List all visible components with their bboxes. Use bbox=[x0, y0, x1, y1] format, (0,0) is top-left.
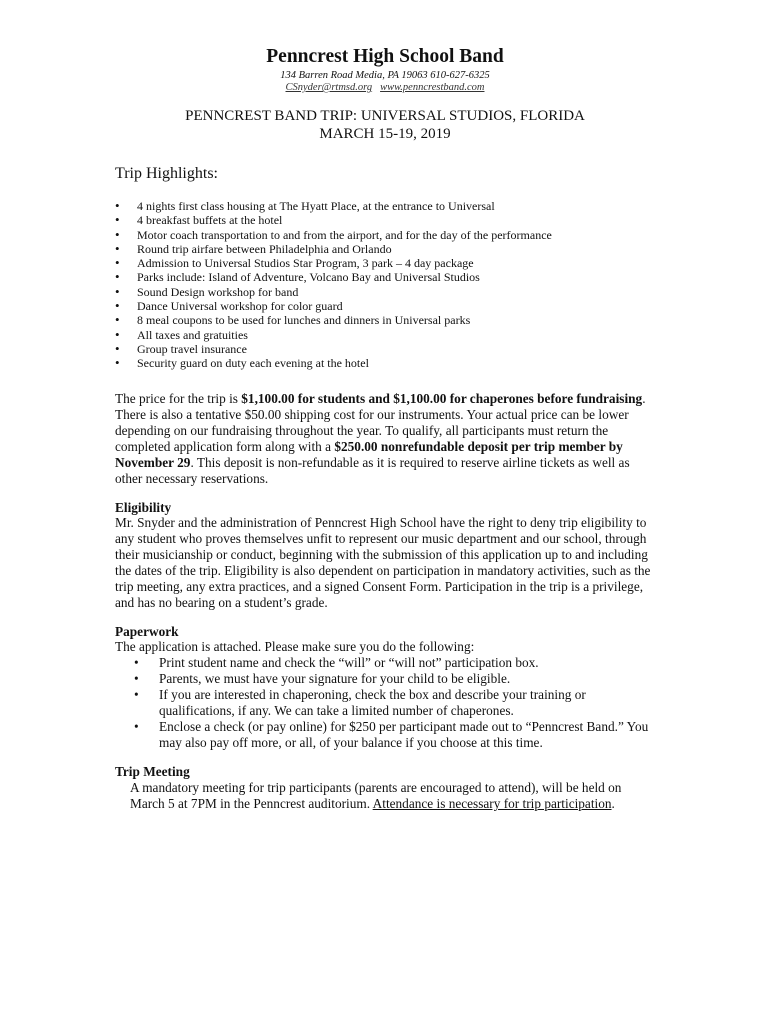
list-item: • Dance Universal workshop for color guard bbox=[115, 299, 552, 313]
eligibility-heading: Eligibility bbox=[115, 500, 172, 515]
school-title: Penncrest High School Band bbox=[266, 46, 504, 67]
list-item: • Parents, we must have your signature for your child to be eligible. bbox=[115, 671, 655, 687]
price-paragraph bbox=[115, 391, 655, 486]
meeting-text: A mandatory meeting for trip participants (parents are encouraged to attend), will be held on March 5 at 7PM in the Penncrest auditorium. bbox=[130, 780, 622, 811]
price-text-1: The price for the trip is bbox=[115, 391, 242, 406]
paperwork-heading: Paperwork bbox=[115, 624, 179, 639]
website-link[interactable]: www.penncrestband.com bbox=[380, 82, 485, 93]
list-item: • All taxes and gratuities bbox=[115, 328, 552, 342]
list-item: • 4 breakfast buffets at the hotel bbox=[115, 213, 552, 227]
list-item: • Motor coach transportation to and from the airport, and for the day of the performance bbox=[115, 228, 552, 242]
list-item: • 4 nights first class housing at The Hyatt Place, at the entrance to Universal bbox=[115, 199, 552, 213]
eligibility-paragraph: Mr. Snyder and the administration of Penncrest High School have the right to deny trip eligibility to any student who proves themselves unfit to represent our music department and our school, through their musicianship or conduct, beginning with the submission of this application up to and including the dates of the trip. Eligibility is also dependent on participation in mandatory activities, such as the trip meeting, any extra practices, and a signed Consent Form. Participation in the trip is a privilege, and has no bearing on a student’s grade. bbox=[115, 515, 651, 610]
attendance-note: Attendance is necessary for trip participation bbox=[372, 795, 612, 811]
list-item: • Admission to Universal Studios Star Program, 3 park – 4 day package bbox=[115, 256, 552, 270]
list-item: • Group travel insurance bbox=[115, 342, 552, 356]
list-item: • 8 meal coupons to be used for lunches and dinners in Universal parks bbox=[115, 313, 552, 327]
list-item: • Print student name and check the “will” or “will not” participation box. bbox=[115, 655, 655, 671]
price-text-3: . This deposit is non-refundable as it is required to reserve airline tickets as well as other necessary reservations. bbox=[115, 454, 630, 486]
list-item: • Enclose a check (or pay online) for $250 per participant made out to “Penncrest Band.” You may also pay off more, or all, of your balance if you choose at this time. bbox=[115, 719, 655, 751]
trip-dates: MARCH 15-19, 2019 bbox=[319, 126, 451, 142]
email-link[interactable]: CSnyder@rtmsd.org bbox=[285, 82, 373, 93]
contact-links bbox=[0, 82, 770, 93]
deposit-amount: $250.00 nonrefundable deposit per trip member by November 29 bbox=[115, 438, 623, 470]
paperwork-intro: The application is attached. Please make sure you do the following: bbox=[115, 639, 475, 654]
price-amount: $1,100.00 for students and $1,100.00 for chaperones before fundraising bbox=[241, 391, 643, 406]
paperwork-list bbox=[115, 655, 655, 750]
meeting-heading: Trip Meeting bbox=[115, 764, 190, 779]
list-item: • If you are interested in chaperoning, check the box and describe your training or qualifications, if any. We can take a limited number of chaperones. bbox=[115, 687, 655, 719]
meeting-end: . bbox=[611, 795, 615, 811]
highlights-heading: Trip Highlights: bbox=[115, 165, 218, 182]
list-item: • Round trip airfare between Philadelphia and Orlando bbox=[115, 242, 552, 256]
list-item: • Sound Design workshop for band bbox=[115, 285, 552, 299]
trip-title: PENNCREST BAND TRIP: UNIVERSAL STUDIOS, FLORIDA bbox=[185, 108, 585, 124]
list-item: • Security guard on duty each evening at the hotel bbox=[115, 356, 552, 370]
price-text-2: . There is also a tentative $50.00 shipping cost for our instruments. Your actual price can be lower depending on our fundraising throughout the year. To qualify, all participants must return the completed application form along with a bbox=[115, 391, 646, 454]
list-item: • Parks include: Island of Adventure, Volcano Bay and Universal Studios bbox=[115, 270, 552, 284]
meeting-paragraph bbox=[130, 780, 655, 812]
highlights-list bbox=[115, 199, 552, 371]
school-address: 134 Barren Road Media, PA 19063 610-627-6325 bbox=[280, 70, 490, 81]
